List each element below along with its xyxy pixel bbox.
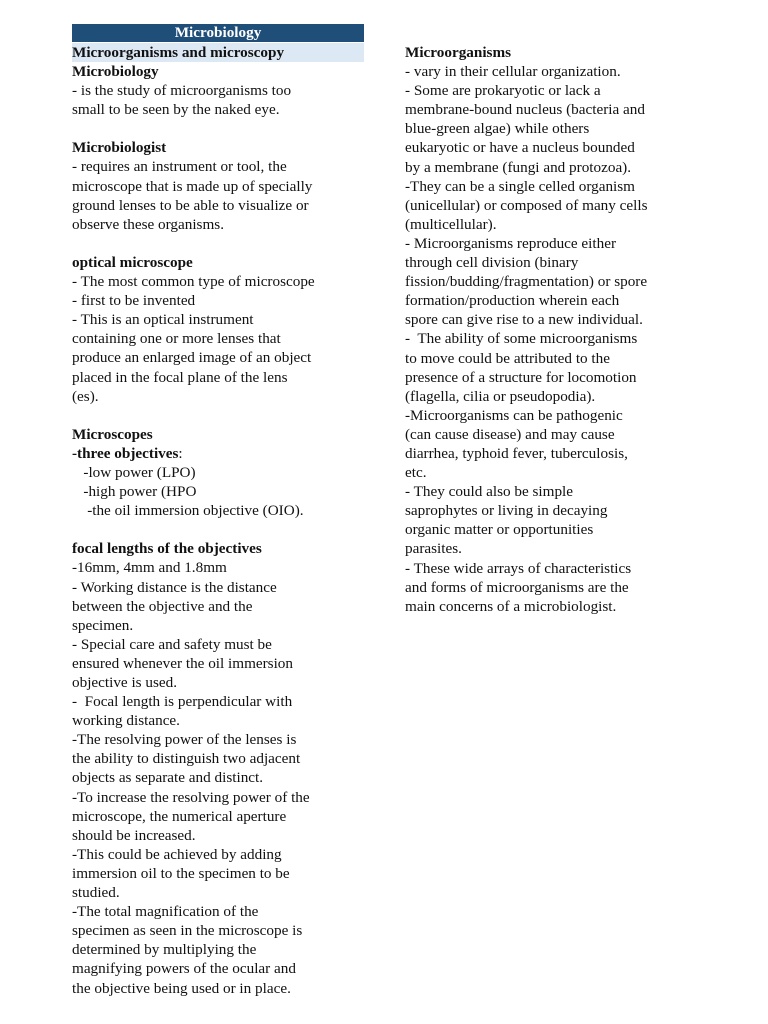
text-line: - Some are prokaryotic or lack a: [405, 82, 601, 100]
section-heading: Microorganisms: [405, 44, 512, 61]
text-line: magnifying powers of the ocular and: [72, 960, 296, 978]
text-line: - vary in their cellular organization.: [405, 63, 621, 81]
text-line: (can cause disease) and may cause: [405, 425, 615, 443]
text-line: specimen.: [72, 616, 134, 634]
text-line: the objective being used or in place.: [72, 979, 291, 997]
right-column: [405, 24, 705, 616]
section-optical-microscope: [72, 253, 364, 406]
text-line: and forms of microorganisms are the: [405, 578, 629, 596]
text-line: (flagella, cilia or pseudopodia).: [405, 387, 596, 405]
section-heading: optical microscope: [72, 253, 193, 271]
section-microbiology: [72, 62, 364, 119]
text-line: -the oil immersion objective (OIO).: [72, 502, 304, 520]
text-line: - Special care and safety must be: [72, 635, 272, 653]
section-microscopes: [72, 425, 364, 520]
text-line: produce an enlarged image of an object: [72, 349, 312, 367]
section-microorganisms: [405, 43, 705, 616]
objectives-line: [72, 444, 364, 463]
text-line: - They could also be simple: [405, 483, 574, 501]
text-line: - is the study of microorganisms too: [72, 82, 292, 100]
text-line: -16mm, 4mm and 1.8mm: [72, 559, 227, 577]
text-line: etc.: [405, 464, 427, 482]
text-line: diarrhea, typhoid fever, tuberculosis,: [405, 444, 628, 462]
text-line: membrane-bound nucleus (bacteria and: [405, 101, 645, 119]
text-line: - This is an optical instrument: [72, 311, 254, 329]
text-line: (es).: [72, 387, 99, 405]
text-line: - These wide arrays of characteristics: [405, 559, 632, 577]
text-line: to move could be attributed to the: [405, 349, 610, 367]
text-line: - The most common type of microscope: [72, 273, 315, 291]
text-line: formation/production wherein each: [405, 292, 620, 310]
section-microbiologist: [72, 138, 364, 233]
left-column: [72, 24, 364, 998]
text-line: between the objective and the: [72, 597, 253, 615]
text-line: microscope, the numerical aperture: [72, 807, 287, 825]
text-line: - Working distance is the distance: [72, 578, 277, 596]
text-line: the ability to distinguish two adjacent: [72, 750, 301, 768]
text-line: -The total magnification of the: [72, 903, 259, 921]
text-line: eukaryotic or have a nucleus bounded: [405, 139, 635, 157]
text-line: -Microorganisms can be pathogenic: [405, 406, 623, 424]
section-focal-lengths: [72, 539, 364, 997]
text-line: main concerns of a microbiologist.: [405, 597, 617, 615]
text-line: presence of a structure for locomotion: [405, 368, 637, 386]
text-line: - first to be invented: [72, 292, 196, 310]
document-subtitle: Microorganisms and microscopy: [72, 43, 364, 62]
text-line: microscope that is made up of specially: [72, 177, 313, 195]
text-line: - Microorganisms reproduce either: [405, 234, 617, 252]
text-line: organic matter or opportunities: [405, 521, 594, 539]
text-line: objects as separate and distinct.: [72, 769, 264, 787]
text-line: -They can be a single celled organism: [405, 177, 635, 195]
section-heading: Microscopes: [72, 425, 153, 443]
text-line: -high power (HPO: [72, 483, 197, 501]
text-line: through cell division (binary: [405, 254, 579, 272]
section-heading: Microbiologist: [72, 139, 167, 157]
text-line: observe these organisms.: [72, 215, 224, 233]
text-line: ground lenses to be able to visualize or: [72, 196, 309, 214]
text-line: (unicellular) or composed of many cells: [405, 196, 648, 214]
text-line: determined by multiplying the: [72, 941, 257, 959]
text-line: -low power (LPO): [72, 463, 196, 481]
text-line: - Focal length is perpendicular with: [72, 693, 293, 711]
text-line: should be increased.: [72, 826, 196, 844]
text-line: fission/budding/fragmentation) or spore: [405, 273, 648, 291]
text-line: -The resolving power of the lenses is: [72, 731, 297, 749]
text-line: blue-green algae) while others: [405, 120, 590, 138]
text-line: (multicellular).: [405, 215, 497, 233]
text-line: -This could be achieved by adding: [72, 845, 282, 863]
text-line: saprophytes or living in decaying: [405, 502, 608, 520]
text-line: small to be seen by the naked eye.: [72, 101, 280, 119]
objectives-heading: -three objectives: [72, 444, 179, 462]
text-line: spore can give rise to a new individual.: [405, 311, 643, 329]
text-line: placed in the focal plane of the lens: [72, 368, 288, 386]
document-title: Microbiology: [72, 24, 364, 42]
section-heading: focal lengths of the objectives: [72, 540, 262, 558]
objectives-colon: :: [178, 444, 183, 462]
text-line: - The ability of some microorganisms: [405, 330, 638, 348]
text-line: containing one or more lenses that: [72, 330, 281, 348]
text-line: immersion oil to the specimen to be: [72, 864, 290, 882]
text-line: parasites.: [405, 540, 462, 558]
text-line: studied.: [72, 884, 120, 902]
text-line: objective is used.: [72, 674, 178, 691]
text-line: ensured whenever the oil immersion: [72, 654, 293, 672]
text-line: working distance.: [72, 712, 180, 730]
text-line: -To increase the resolving power of the: [72, 788, 310, 806]
text-line: specimen as seen in the microscope is: [72, 922, 303, 940]
text-line: - requires an instrument or tool, the: [72, 158, 287, 176]
text-line: by a membrane (fungi and protozoa).: [405, 158, 632, 176]
section-heading: Microbiology: [72, 63, 159, 80]
